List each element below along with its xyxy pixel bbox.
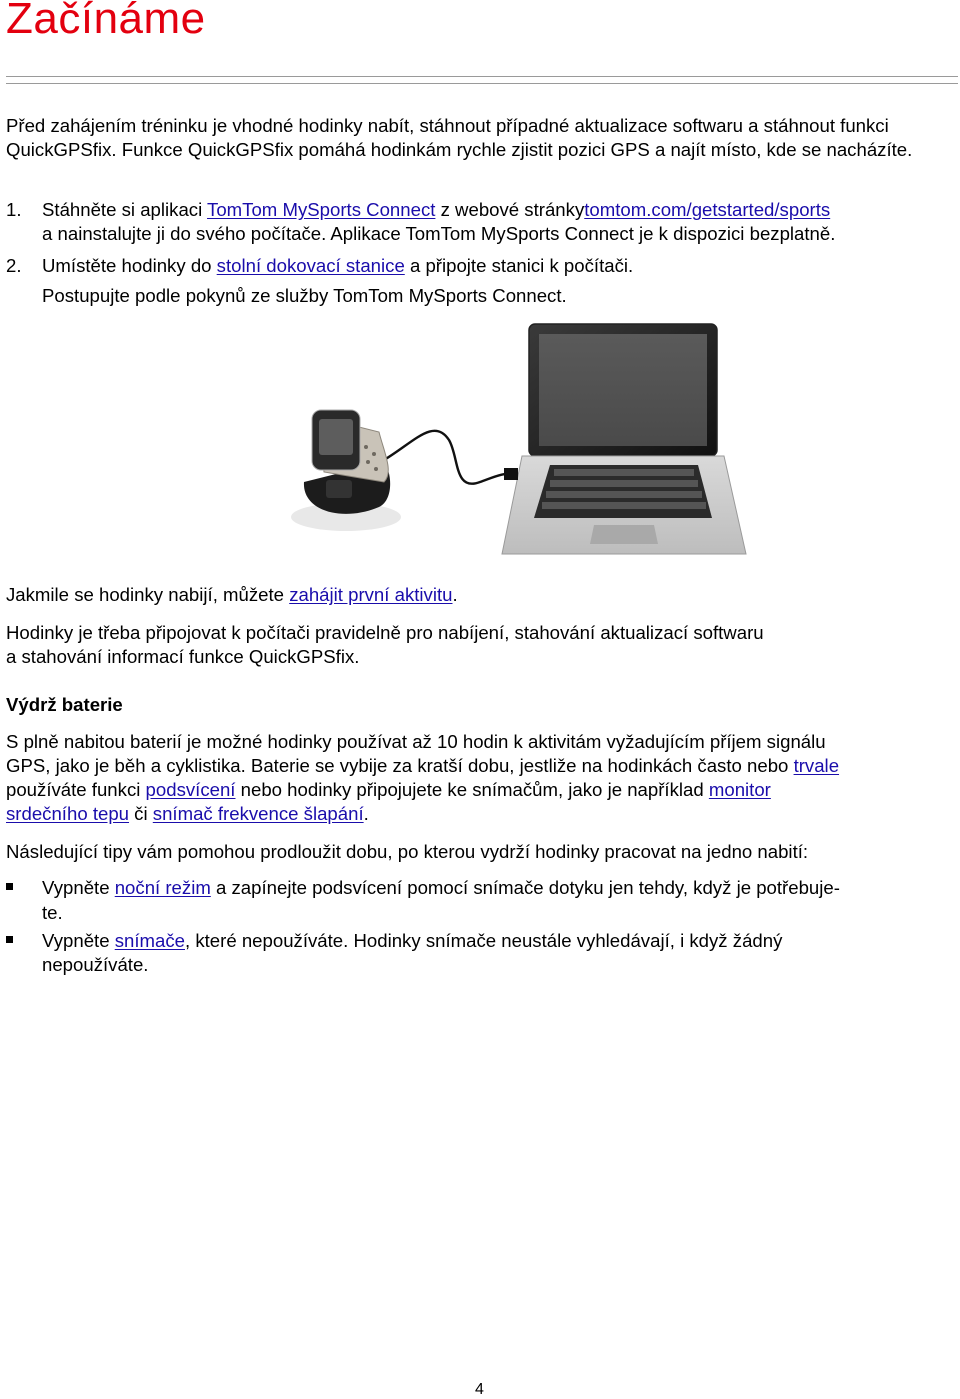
docking-station-link[interactable]: stolní dokovací stanice	[216, 255, 405, 276]
tips-intro: Následující tipy vám pomohou prodloužit dobu, po kterou vydrží hodinky pracovat na jedno nabití:	[6, 841, 809, 862]
getstarted-url-link[interactable]: tomtom.com/getstarted/sports	[584, 199, 831, 220]
usb-cable	[384, 431, 516, 484]
heart-rate-monitor-link-cont[interactable]: srdečního tepu	[6, 803, 130, 824]
battery-paragraph-line-3: používáte funkci podsvícení nebo hodinky připojujete ke snímačům, jako je například monitor	[6, 779, 771, 800]
night-mode-link[interactable]: noční režim	[114, 877, 211, 898]
title-rule-top	[6, 76, 958, 77]
step-2-number: 2.	[6, 255, 22, 276]
battery-paragraph-line-4: srdečního tepu či snímač frekvence šlapání.	[6, 803, 369, 824]
intro-paragraph: Před zahájením tréninku je vhodné hodinky nabít, stáhnout případné aktualizace softwaru a stáhnout funkci QuickGPSfix. Funkce QuickGPSfix pomáhá hodinkám rychle zjistit pozici GPS a najít místo, kde se nacházíte.	[6, 115, 913, 160]
step-1-number: 1.	[6, 199, 22, 220]
tip-1-line-2: te.	[42, 902, 63, 923]
bullet-square-icon	[6, 936, 13, 943]
page-title: Začínáme	[6, 0, 206, 43]
tomtom-mysports-connect-link[interactable]: TomTom MySports Connect	[207, 199, 436, 220]
step-1-line-2: a nainstalujte ji do svého počítače. Aplikace TomTom MySports Connect je k dispozici bezplatně.	[42, 223, 836, 244]
battery-paragraph-line-1: S plně nabitou baterií je možné hodinky používat až 10 hodin k aktivitám vyžadujícím příjem signálu	[6, 731, 826, 752]
laptop-icon	[502, 324, 746, 554]
heart-rate-monitor-link[interactable]: monitor	[708, 779, 771, 800]
battery-heading: Výdrž baterie	[6, 694, 123, 715]
watch-laptop-illustration	[284, 322, 754, 562]
page-number: 4	[475, 1381, 484, 1398]
charging-paragraph: Jakmile se hodinky nabijí, můžete zahájit první aktivitu.	[6, 584, 458, 605]
sensors-link[interactable]: snímače	[114, 930, 185, 951]
start-first-activity-link[interactable]: zahájit první aktivitu	[289, 584, 453, 605]
sync-paragraph-line-1: Hodinky je třeba připojovat k počítači pravidelně pro nabíjení, stahování aktualizací softwaru	[6, 622, 764, 643]
step-2-line-1: Umístěte hodinky do stolní dokovací stanice a připojte stanici k počítači.	[42, 255, 634, 276]
tip-2-line-1: Vypněte snímače, které nepoužíváte. Hodinky snímače neustále vyhledávají, i když žádný	[42, 930, 783, 951]
tip-1-line-1: Vypněte noční režim a zapínejte podsvícení pomocí snímače dotyku jen tehdy, když je potřebuje-	[42, 877, 840, 898]
sync-paragraph-line-2: a stahování informací funkce QuickGPSfix.	[6, 646, 360, 667]
bullet-square-icon	[6, 883, 13, 890]
step-1-line-1: Stáhněte si aplikaci TomTom MySports Connect z webové stránkytomtom.com/getstarted/sports	[42, 199, 831, 220]
tip-2-line-2: nepoužíváte.	[42, 954, 149, 975]
permanent-link[interactable]: trvale	[793, 755, 840, 776]
battery-paragraph-line-2: GPS, jako je běh a cyklistika. Baterie se vybije za kratší dobu, jestliže na hodinkách často nebo trvale	[6, 755, 840, 776]
title-rule-bottom	[6, 83, 958, 84]
watch-dock-icon	[291, 410, 401, 531]
step-2-line-2: Postupujte podle pokynů ze služby TomTom MySports Connect.	[42, 285, 567, 306]
backlight-link[interactable]: podsvícení	[145, 779, 236, 800]
cadence-sensor-link[interactable]: snímač frekvence šlapání	[152, 803, 364, 824]
usb-plug-icon	[504, 468, 518, 480]
